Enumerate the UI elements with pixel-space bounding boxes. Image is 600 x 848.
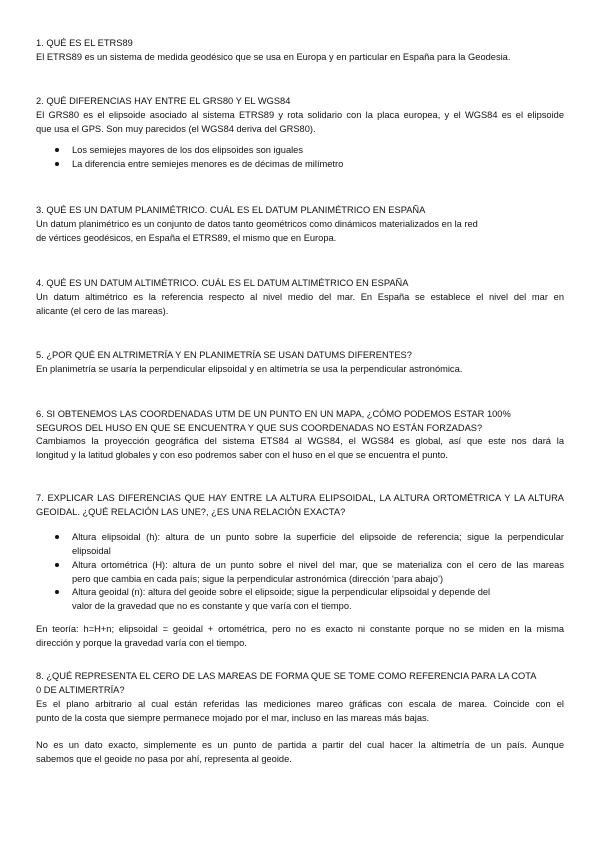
q6-heading: SEGUROS DEL HUSO EN QUE SE ENCUENTRA Y QUE SUS COORDENADAS NO ESTÁN FORZADAS? — [36, 423, 483, 433]
list-item: Altura ortométrica (H): altura de un punto sobre el nivel del mar, que se materializa con el cero de las mareas — [72, 560, 564, 570]
q8-answer-2: sabemos que el geoide no pasa por ahí, representa al geoide. — [36, 754, 292, 764]
bullet-icon — [55, 148, 59, 152]
q5-answer: En planimetría se usaría la perpendicular elipsoidal y en altimetría se usa la perpendicular astronómica. — [36, 364, 463, 374]
q3-answer: de vértices geodésicos, en España el ETRS89, el mismo que en Europa. — [36, 233, 337, 243]
list-item: valor de la gravedad que no es constante y que varía con el tiempo. — [72, 601, 352, 611]
q7-heading: 7. EXPLICAR LAS DIFERENCIAS QUE HAY ENTRE LA ALTURA ELIPSOIDAL, LA ALTURA ORTOMÉTRICA Y LA ALTURA — [36, 493, 564, 503]
bullet-icon — [55, 162, 59, 166]
bullet-icon — [55, 590, 59, 594]
q8-answer: Es el plano arbitrario al cual están referidas las mediciones mareo gráficas con escala de marea. Coincide con el — [36, 699, 564, 709]
q1-heading: 1. QUÉ ES EL ETRS89 — [36, 38, 133, 48]
q4-answer: Un datum altimétrico es la referencia respecto al nivel medio del mar. En España se establece el nivel del mar en — [36, 292, 564, 302]
q6-heading: 6. SI OBTENEMOS LAS COORDENADAS UTM DE UN PUNTO EN UN MAPA, ¿CÓMO PODEMOS ESTAR 100% — [36, 409, 511, 419]
q8-answer-2: No es un dato exacto, simplemente es un punto de partida a partir del cual hacer la altimetría de un país. Aunque — [36, 740, 564, 750]
q3-heading: 3. QUÉ ES UN DATUM PLANIMÉTRICO. CUÁL ES EL DATUM PLANIMÉTRICO EN ESPAÑA — [36, 205, 426, 215]
q7-theory: En teoría: h=H+n; elipsoidal = geoidal + ortométrica, pero no es exacto ni constante porque no se miden en la misma — [36, 624, 564, 634]
q6-answer: Cambiamos la proyección geográfica del sistema ETS84 al WGS84, el WGS84 es global, así que este nos dará la — [36, 436, 564, 446]
q2-answer: que usa el GPS. Son muy parecidos (el WGS84 deriva del GRS80). — [36, 124, 316, 134]
bullet-icon — [55, 535, 59, 539]
q6-answer: longitud y la latitud globales y con eso podremos saber con el huso en el que se encuentra el punto. — [36, 450, 448, 460]
q2-heading: 2. QUÉ DIFERENCIAS HAY ENTRE EL GRS80 Y EL WGS84 — [36, 96, 291, 106]
q8-heading: 0 DE ALTIMERTRÍA? — [36, 685, 125, 695]
list-item: Los semiejes mayores de los dos elipsoides son iguales — [72, 145, 303, 155]
list-item: Altura elipsoidal (h): altura de un punto sobre la superficie del elipsoide de referencia; sigue la perpendicular — [72, 532, 564, 542]
list-item: Altura geoidal (n): altura del geoide sobre el elipsoide; sigue la perpendicular elipsoidal y depende del — [72, 587, 491, 597]
q8-answer: punto de la costa que siempre permanece mojado por el mar, incluso en las mareas más bajas. — [36, 713, 430, 723]
list-item: elipsoidal — [72, 546, 111, 556]
list-item: La diferencia entre semiejes menores es de décimas de milímetro — [72, 159, 344, 169]
q7-heading: GEOIDAL. ¿QUÉ RELACIÓN LAS UNE?, ¿ES UNA RELACIÓN EXACTA? — [36, 507, 346, 517]
q2-answer: El GRS80 es el elipsoide asociado al sistema ETRS89 y rota solidario con la placa europea, y el WGS84 es el elipsoide — [36, 110, 564, 120]
list-item: pero que cambia en cada país; sigue la perpendicular astronómica (dirección ‘para abajo’) — [72, 574, 444, 584]
q7-theory: dirección y porque la gravedad varía con el tiempo. — [36, 638, 247, 648]
q4-heading: 4. QUÉ ES UN DATUM ALTIMÉTRICO. CUÁL ES EL DATUM ALTIMÉTRICO EN ESPAÑA — [36, 278, 409, 288]
q1-answer: El ETRS89 es un sistema de medida geodésico que se usa en Europa y en particular en España para la Geodesia. — [36, 52, 511, 62]
q3-answer: Un datum planimétrico es un conjunto de datos tanto geométricos como dinámicos materializados en la red — [36, 219, 478, 229]
q4-answer: alicante (el cero de las mareas). — [36, 306, 169, 316]
bullet-icon — [55, 563, 59, 567]
q8-heading: 8. ¿QUÉ REPRESENTA EL CERO DE LAS MAREAS DE FORMA QUE SE TOME COMO REFERENCIA PARA LA COTA — [36, 671, 537, 681]
q5-heading: 5. ¿POR QUÉ EN ALTRIMETRÍA Y EN PLANIMETRÍA SE USAN DATUMS DIFERENTES? — [36, 350, 412, 360]
